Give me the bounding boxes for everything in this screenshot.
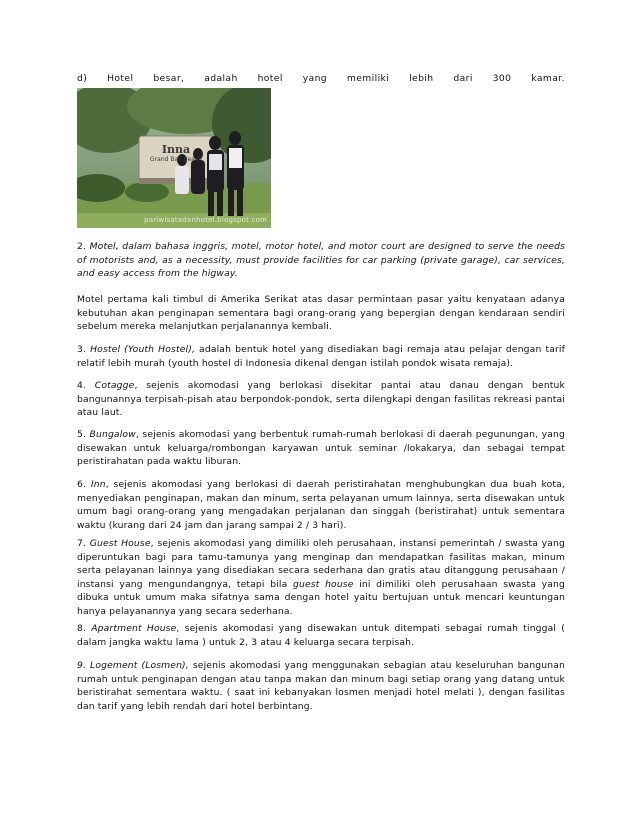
item-d-word: 300 bbox=[492, 73, 512, 84]
item-5-text: , sejenis akomodasi yang berbentuk rumah-rumah berlokasi di daerah pegunungan, yang disewakan untuk keluarga/rombongan karyawan untuk seminar /lokakarya, dan sebagai tempat peristirahatan pada waktu liburan. bbox=[77, 429, 565, 468]
item-d-word: Hotel bbox=[107, 73, 134, 84]
item-d-word: adalah bbox=[204, 73, 238, 84]
item-9-number: 9. bbox=[77, 660, 87, 671]
item-7-paragraph bbox=[77, 537, 565, 619]
item-9-paragraph bbox=[77, 659, 565, 713]
item-6-text: , sejenis akomodasi yang berlokasi di daerah peristirahatan menghubungkan dua buah kota, menyediakan penginapan, makan dan minum, serta pelayanan umum lainnya, serta disewakan untuk umum bagi orang-orang yang mengadakan perjalanan dan singgah (beristirahat) untuk sementara waktu (kurang dari 24 jam dan jarang sampai 2 / 3 hari). bbox=[77, 479, 565, 531]
item-6-paragraph bbox=[77, 478, 565, 532]
item-d-word: kamar. bbox=[531, 73, 565, 84]
item-2-number: 2. bbox=[77, 241, 87, 252]
item-8-text: , sejenis akomodasi yang disewakan untuk ditempati sebagai rumah tinggal ( dalam jangka waktu lama ) untuk 2, 3 atau 4 keluarga secara terpisah. bbox=[77, 623, 565, 648]
item-4-text: , sejenis akomodasi yang berlokasi disekitar pantai atau danau dengan bentuk bangunannya terpisah-pisah atau berpondok-pondok, serta dilengkapi dengan fasilitas rekreasi pantai atau laut. bbox=[77, 380, 565, 419]
item-d-word: yang bbox=[302, 73, 328, 84]
item-8-paragraph bbox=[77, 622, 565, 649]
item-2-paragraph bbox=[77, 240, 565, 281]
item-4-term: Cotagge bbox=[94, 380, 135, 391]
item-3-number: 3. bbox=[77, 344, 87, 355]
sign-text bbox=[143, 143, 209, 163]
hotel-photo bbox=[77, 88, 271, 228]
motel-history-paragraph: Motel pertama kali timbul di Amerika Serikat atas dasar permintaan pasar yaitu kenyataan adanya kebutuhan akan penginapan sementara bagi orang-orang yang bepergian dengan kendaraan sendiri sebelum mereka melanjutkan perjalanannya kembali. bbox=[77, 294, 565, 333]
item-2-text: , dalam bahasa inggris, motel, motor hotel, and motor court are designed to serve the needs of motorists and, as a necessity, must provide facilities for car parking (private garage), car services, and easy access from the higway. bbox=[77, 241, 565, 280]
item-7-number: 7. bbox=[77, 538, 87, 549]
item-5-number: 5. bbox=[77, 429, 87, 440]
item-7-term-inline: guest house bbox=[293, 578, 354, 590]
item-d-word: d) bbox=[77, 73, 88, 84]
item-8-term: Apartment House bbox=[91, 623, 177, 634]
photo-watermark: pariwisatadanhotel.blogspot.com bbox=[144, 216, 267, 224]
item-5-paragraph bbox=[77, 428, 565, 469]
item-4-number: 4. bbox=[77, 380, 87, 391]
item-d-word: besar, bbox=[153, 73, 185, 84]
item-d-word: lebih bbox=[409, 73, 434, 84]
item-5-term: Bungalow bbox=[89, 429, 136, 440]
item-7-term: Guest House bbox=[89, 538, 151, 549]
item-9-term: Logement (Losmen), bbox=[90, 660, 189, 671]
item-2-term: Motel bbox=[89, 241, 116, 252]
item-8-number: 8. bbox=[77, 623, 87, 634]
item-d-word: memiliki bbox=[346, 73, 390, 84]
item-6-term: Inn bbox=[90, 479, 106, 490]
item-4-paragraph bbox=[77, 379, 565, 420]
item-3-paragraph bbox=[77, 343, 565, 370]
item-3-term: Hostel (Youth Hostel), bbox=[90, 344, 196, 355]
item-d-word: hotel bbox=[257, 73, 283, 84]
item-d-line bbox=[77, 73, 565, 87]
item-d-word: dari bbox=[453, 73, 473, 84]
item-6-number: 6. bbox=[77, 479, 87, 490]
item-7-text-a: , sejenis akomodasi yang dimiliki oleh perusahaan, instansi pemerintah / swasta yang diperuntukan bagi para tamu-tamunya yang menginap dan mendapatkan fasilitas makan, minum serta pelayanan lainnya yang disediakan secara sederhana dan gratis atau ditanggung perusahaan / instansi yang mengundangnya, tetapi bila bbox=[77, 538, 565, 590]
sign-line-1: Inna bbox=[161, 143, 191, 156]
item-7-text-b: ini dimiliki oleh perusahaan swasta yang dibuka untuk umum maka sifatnya sama dengan hotel yaitu bertujuan untuk mencari keuntungan hanya pelayanannya yang secara sederhana. bbox=[77, 578, 565, 617]
sign-line-2: Grand Bali Beach bbox=[150, 156, 202, 163]
item-3-text: adalah bentuk hotel yang disediakan bagi remaja atau pelajar dengan tarif relatif lebih murah (youth hostel di Indonesia dikenal dengan istilah pondok wisata remaja). bbox=[77, 344, 565, 369]
item-9-text: sejenis akomodasi yang menggunakan sebagian atau keseluruhan bangunan rumah untuk penginapan dengan atau tanpa makan dan minum bagi setiap orang yang datang untuk beristirahat sementara waktu. ( saat ini kebanyakan losmen menjadi hotel melati ), dengan fasilitas dan tarif yang lebih rendah dari hotel berbintang. bbox=[77, 660, 565, 712]
